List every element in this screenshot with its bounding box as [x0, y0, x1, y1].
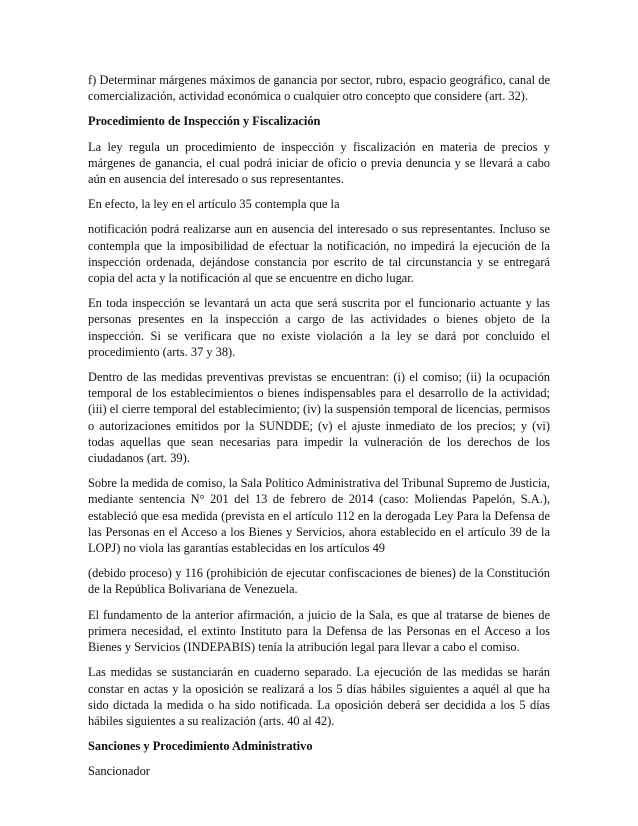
paragraph-measures-opposition: Las medidas se sustanciarán en cuaderno separado. La ejecución de las medidas se harán constar en actas y la oposición se realizará a los 5 días hábiles siguientes a aquél al que ha sido dictada la medida o ha sido notificada. La oposición deberá ser decidida a los 5 días hábiles siguientes a su realización (arts. 40 al 42).: [88, 665, 550, 728]
heading-inspection-procedure: Procedimiento de Inspección y Fiscalización: [88, 114, 321, 129]
paragraph-due-process: (debido proceso) y 116 (prohibición de ejecutar confiscaciones de bienes) de la Constitución de la República Bolivariana de Venezuela.: [88, 566, 550, 597]
paragraph-article-35: En efecto, la ley en el artículo 35 contempla que la: [88, 197, 340, 212]
paragraph-preventive-measures: Dentro de las medidas preventivas previstas se encuentran: (i) el comiso; (ii) la ocupación temporal de los establecimientos o bienes indispensables para el desarrollo de la actividad; (iii) el cierre temporal del establecimiento; (iv) la suspensión temporal de licencias, permisos o autorizaciones emitidos por la SUNDDE; (v) el ajuste inmediato de los precios; y (vi) todas aquellas que sean necesarias para impedir la vulneración de los derechos de los ciudadanos (art. 39).: [88, 370, 550, 466]
document-page: [88, 72, 550, 789]
paragraph-notification: notificación podrá realizarse aun en ausencia del interesado o sus representantes. Incluso se contempla que la imposibilidad de efectuar la notificación, no impedirá la ejecución de la inspección ordenada, dejándose constancia por escrito de tal circunstancia y se entregará copia del acta y la notificación al que se encuentre en dicho lugar.: [88, 222, 550, 286]
paragraph-confiscation-ruling: Sobre la medida de comiso, la Sala Político Administrativa del Tribunal Supremo de Justicia, mediante sentencia N° 201 del 13 de febrero de 2014 (caso: Moliendas Papelón, S.A.), estableció que esa medida (prevista en el artículo 112 en la derogada Ley Para la Defensa de las Personas en el Acceso a los Bienes y Servicios, ahora establecido en el artículo 39 de la LOPJ) no viola las garantías establecidas en los artículos 49: [88, 476, 550, 556]
paragraph-basis: El fundamento de la anterior afirmación, a juicio de la Sala, es que al tratarse de bienes de primera necesidad, el extinto Instituto para la Defensa de las Personas en el Acceso a los Bienes y Servicios (INDEPABIS) tenía la atribución legal para llevar a cabo el comiso.: [88, 607, 550, 655]
paragraph-inspection-act: En toda inspección se levantará un acta que será suscrita por el funcionario actuante y las personas presentes en la inspección a cargo de las actividades o bienes objeto de la inspección. Si se verificara que no existe violación a la ley se dará por concluido el procedimiento (arts. 37 y 38).: [88, 296, 550, 359]
paragraph-sanctioning: Sancionador: [88, 764, 150, 779]
paragraph-inspection-intro: La ley regula un procedimiento de inspección y fiscalización en materia de precios y márgenes de ganancia, el cual podrá iniciar de oficio o previa denuncia y se llevará a cabo aún en ausencia del interesado o sus representantes.: [88, 139, 550, 187]
heading-sanctions: Sanciones y Procedimiento Administrativo: [88, 739, 313, 754]
paragraph-margins: f) Determinar márgenes máximos de ganancia por sector, rubro, espacio geográfico, canal de comercialización, actividad económica o cualquier otro concepto que considere (art. 32).: [88, 73, 550, 104]
